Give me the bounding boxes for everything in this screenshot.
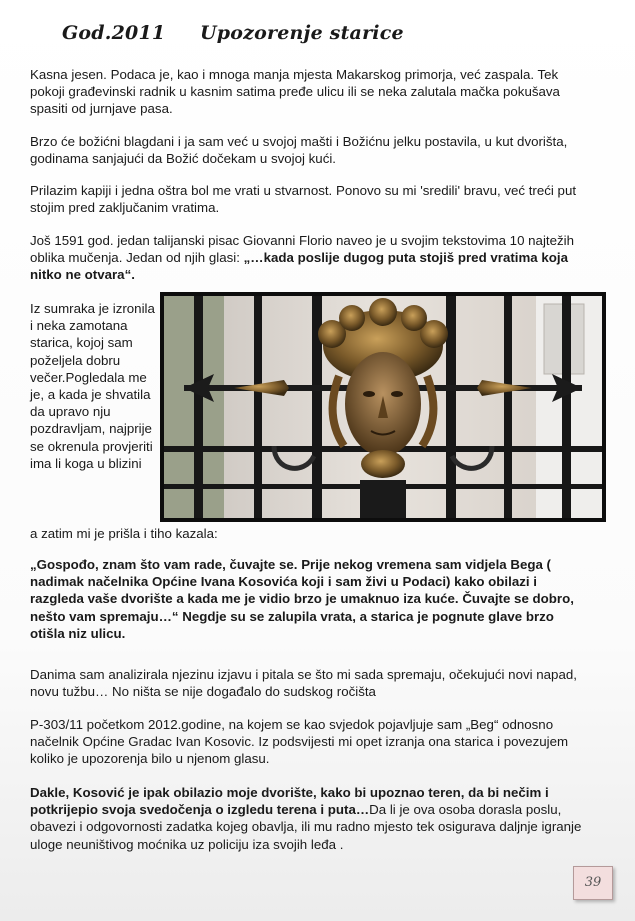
paragraph-4-text: Još 1591 god. jedan talijanski pisac Giovanni Florio naveo je u svojim tekstovima 10 najtežih oblika mučenja. Jedan od njih glasi: — [30, 233, 574, 266]
page-number: 39 — [573, 866, 613, 900]
paragraph-5-side: Iz sumraka je izronila i neka zamotana starica, kojoj sam poželjela dobru večer.Pogledala me je, a kada je shvatila da upravo nju pozdravljam, najprije se okrenula provjeriti ima li koga u blizini — [30, 301, 155, 471]
paragraph-7: Danima sam analizirala njezinu izjavu i pitala se što mi sada spremaju, očekujući novi napad, novu tužbu… No ništa se nije događalo do sudskog ročišta — [30, 667, 577, 700]
paragraph-9 — [30, 784, 590, 853]
title-year: God.2011 — [62, 22, 166, 44]
paragraph-6: „Gospođo, znam što vam rade, čuvajte se. Prije nekog vremena sam vidjela Bega ( nadimak načelnika Općine Ivana Kosovića koji i sam živi u Podaci) kako obilazi i razgleda vaše dvorište a kada me je vidio brzo je umaknuo iza kuće. Čuvajte se dobro, nešto vam spremaju…“ Negdje su se zalupila vrata, a starica je pognute glave brzo otišla niz ulicu. — [30, 557, 574, 641]
photo-illustration — [164, 296, 602, 518]
page-title — [62, 22, 582, 50]
paragraph-3: Prilazim kapiji i jedna oštra bol me vrati u stvarnost. Ponovo su mi 'sredili' bravu, već treći put stojim pred zaključanim vratima. — [30, 183, 577, 216]
title-heading: Upozorenje starice — [200, 22, 404, 44]
paragraph-4-quote: „…kada poslije dugog puta stojiš pred vratima koja nitko ne otvara“. — [30, 250, 568, 283]
paragraph-5-tail: a zatim mi je prišla i tiho kazala: — [30, 526, 218, 541]
paragraph-4 — [30, 232, 590, 284]
paragraph-9-text: Da li je ova osoba dorasla poslu, obavezi i odgovornosti zadatka kojeg obavlja, ili mu radno mjesto tek osigurava daljnje igranje uloge neuništivog moćnika uz policiju iza svojih leđa . — [30, 802, 582, 852]
paragraph-9-bold: Dakle, Kosović je ipak obilazio moje dvorište, kako bi upoznao teren, da bi nečim i potkrijepio svoja svedočenja o izgledu terena i puta… — [30, 785, 549, 818]
paragraph-2: Brzo će božićni blagdani i ja sam već u svojoj mašti i Božićnu jelku postavila, u kut dvorišta, godinama sanjajući da Božić dočekam u svojoj kući. — [30, 134, 568, 167]
paragraph-1: Kasna jesen. Podaca je, kao i mnoga manja mjesta Makarskog primorja, već zaspala. Tek pokoji građevinski radnik u kasnim satima pređe ulicu ili se neka zalutala mačka pokušava spasiti od jurnjave pasa. — [30, 67, 560, 117]
gate-door-knocker-photo — [160, 292, 606, 522]
paragraph-8: P-303/11 početkom 2012.godine, na kojem se kao svjedok pojavljuje sam „Beg“ odnosno načelnik Općine Gradac Ivan Kosovic. Iz podsvijesti mi opet izranja ona starica i povezujem koliko je upozorenja bilo u njenom glasu. — [30, 717, 569, 767]
